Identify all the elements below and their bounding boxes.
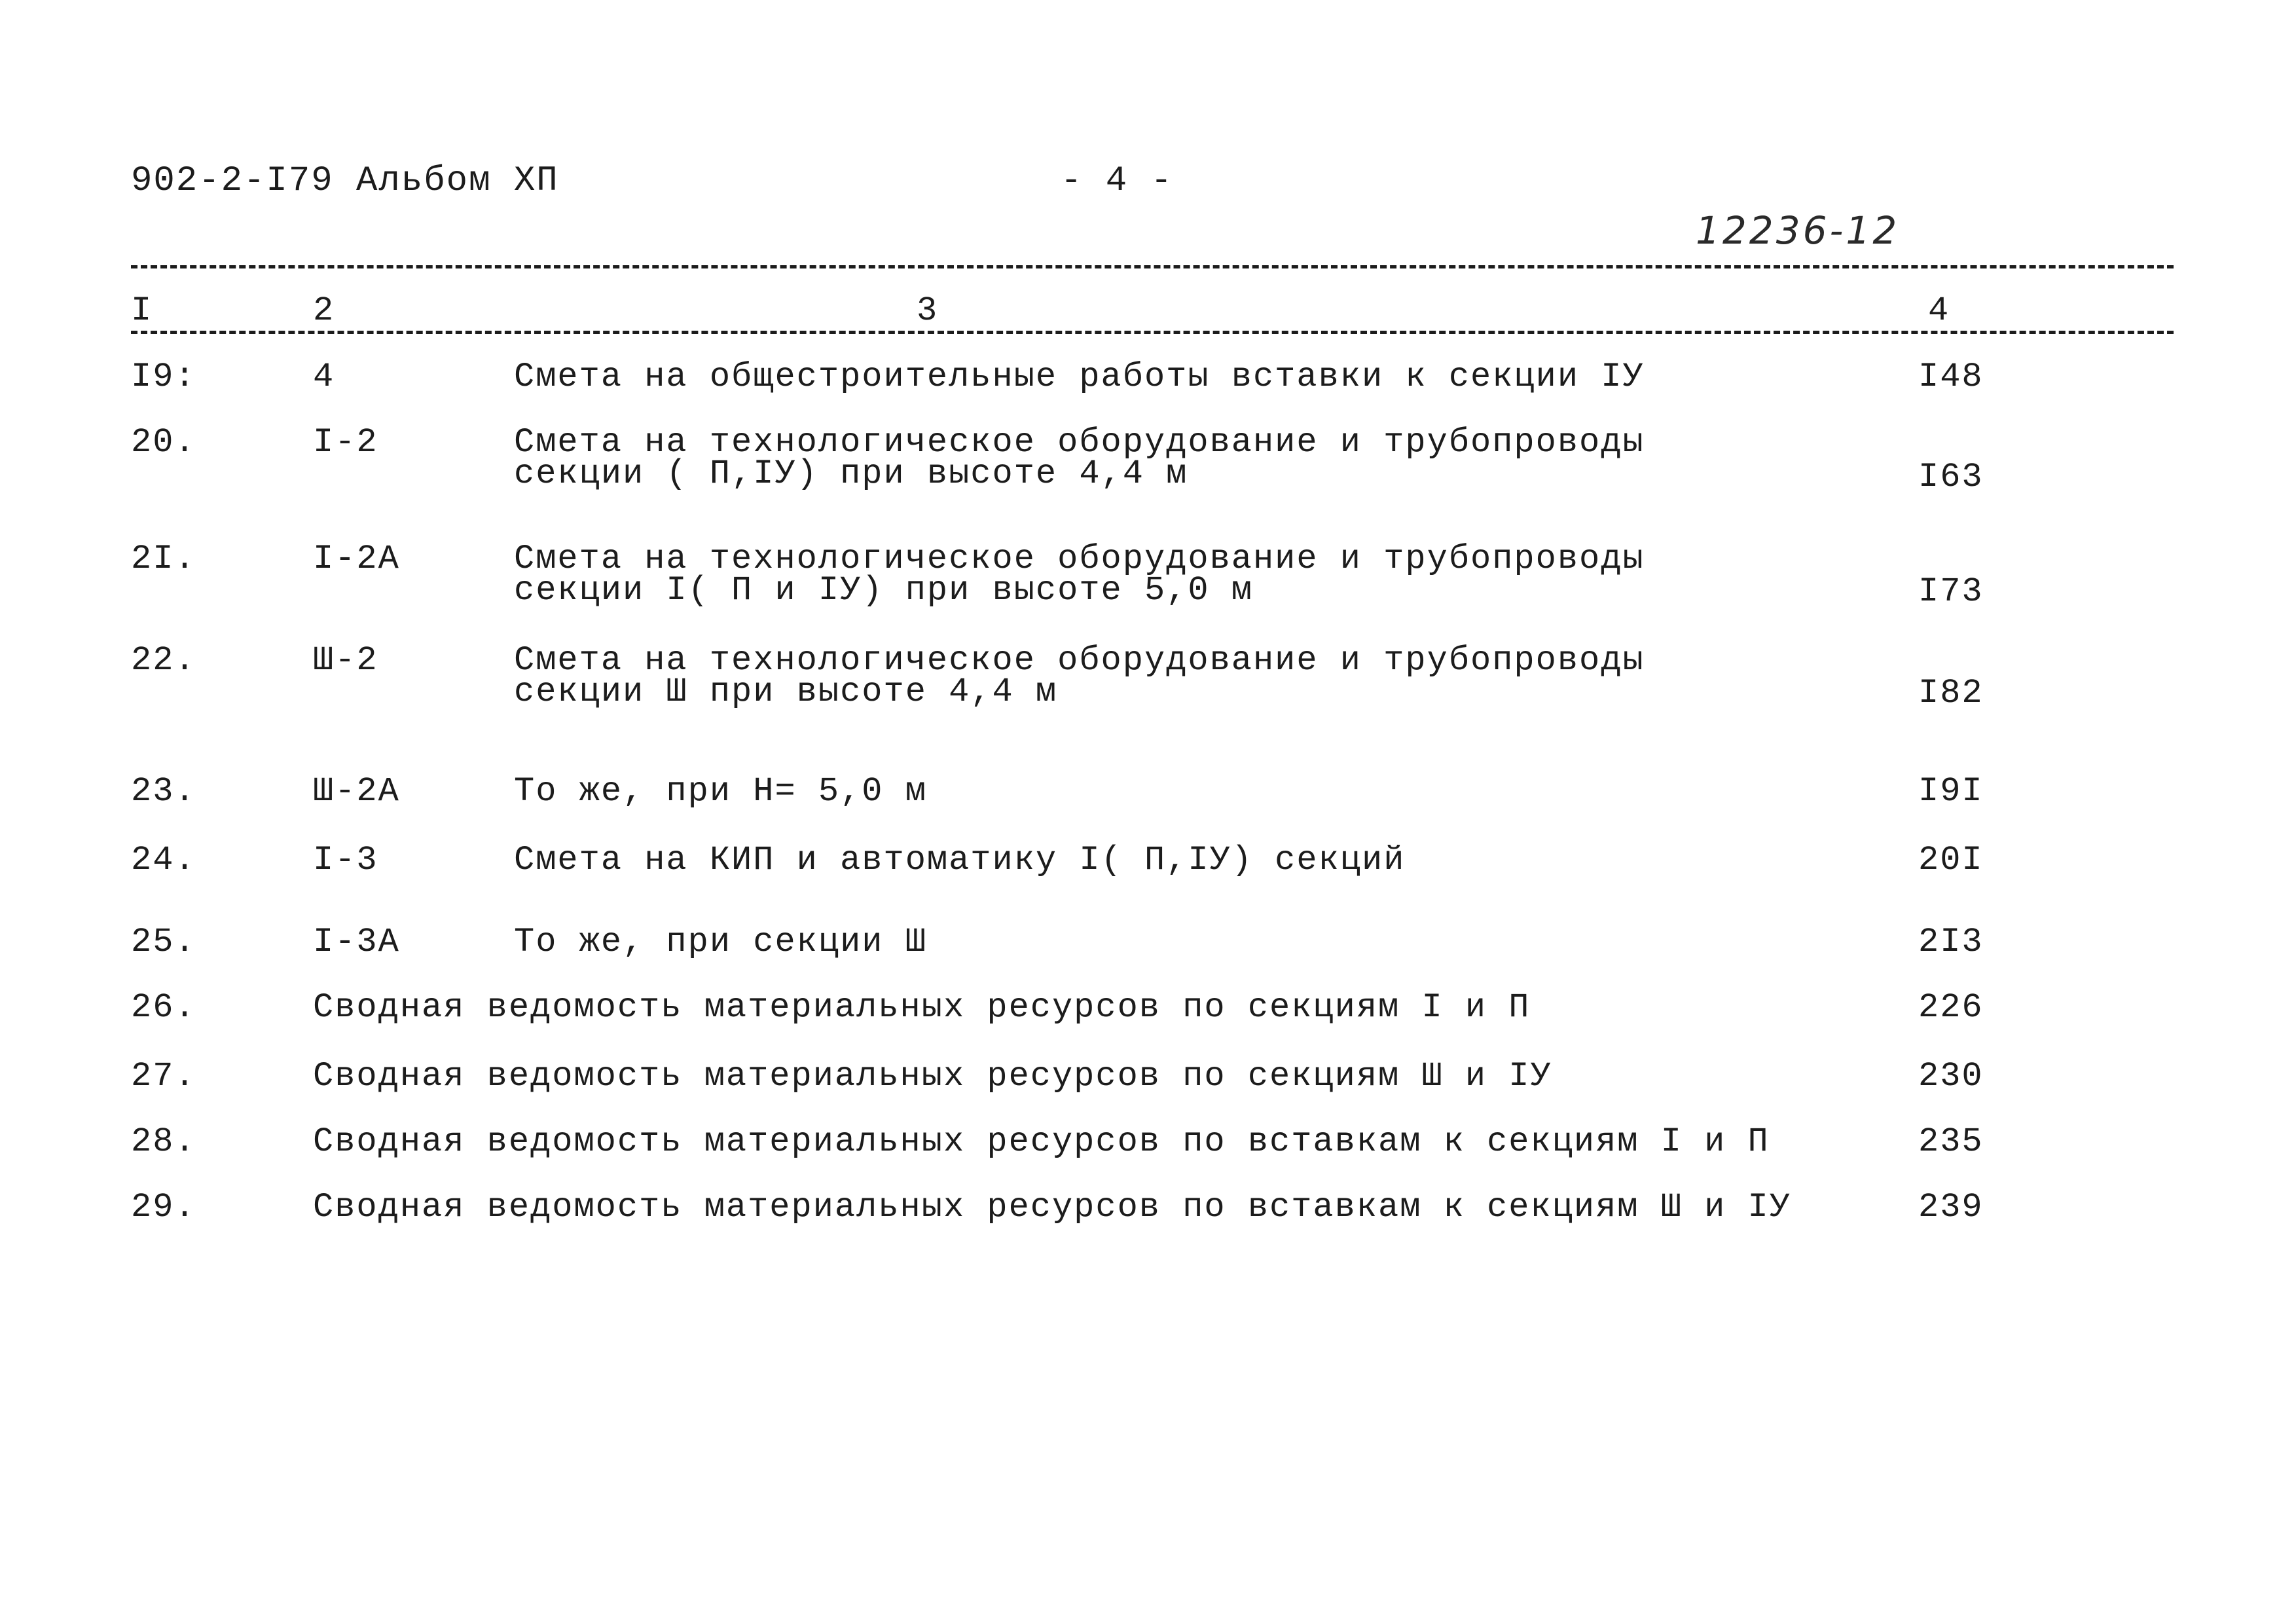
row-number: 24. bbox=[131, 841, 196, 879]
row-number: 23. bbox=[131, 772, 196, 811]
row-description-line: Смета на КИП и автоматику I( П,IУ) секций bbox=[514, 841, 1406, 879]
row-code: I-2 bbox=[313, 423, 378, 462]
row-description-line: секции Ш при высоте 4,4 м bbox=[514, 673, 1058, 711]
handwritten-stamp-number: 12236-12 bbox=[1696, 208, 1900, 253]
row-description-line: Смета на технологическое оборудование и трубопроводы bbox=[514, 540, 1645, 578]
row-number: I9: bbox=[131, 358, 196, 396]
row-page: 2I3 bbox=[1918, 923, 1984, 961]
row-code: I-2A bbox=[313, 540, 400, 578]
column-header-4: 4 bbox=[1928, 291, 1949, 330]
row-number: 22. bbox=[131, 641, 196, 680]
row-page: 20I bbox=[1918, 841, 1984, 879]
row-description-line: То же, при Н= 5,0 м bbox=[514, 772, 927, 811]
row-page: I63 bbox=[1918, 458, 1984, 496]
row-description-line: Сводная ведомость материальных ресурсов по секциям I и П bbox=[313, 988, 1531, 1027]
row-code: Ш-2А bbox=[313, 772, 400, 811]
row-code: I-3A bbox=[313, 923, 400, 961]
row-description-line: То же, при секции Ш bbox=[514, 923, 927, 961]
column-header-3: 3 bbox=[917, 291, 938, 330]
row-page: I9I bbox=[1918, 772, 1984, 811]
row-description-line: секции I( П и IУ) при высоте 5,0 м bbox=[514, 571, 1253, 610]
table-top-rule bbox=[131, 265, 2174, 268]
row-page: I48 bbox=[1918, 358, 1984, 396]
row-number: 26. bbox=[131, 988, 196, 1027]
row-page: I82 bbox=[1918, 674, 1984, 712]
row-page: 226 bbox=[1918, 988, 1984, 1027]
row-number: 29. bbox=[131, 1188, 196, 1227]
row-code: I-3 bbox=[313, 841, 378, 879]
row-description-line: Смета на технологическое оборудование и трубопроводы bbox=[514, 423, 1645, 462]
row-description-line: Сводная ведомость материальных ресурсов по вставкам к секциям Ш и IУ bbox=[313, 1188, 1791, 1227]
row-code: 4 bbox=[313, 358, 335, 396]
row-page: 235 bbox=[1918, 1122, 1984, 1161]
row-number: 28. bbox=[131, 1122, 196, 1161]
column-header-1: I bbox=[131, 291, 152, 330]
row-description-line: Смета на общестроительные работы вставки к секции IУ bbox=[514, 358, 1645, 396]
row-number: 20. bbox=[131, 423, 196, 462]
row-number: 27. bbox=[131, 1057, 196, 1096]
document-code: 902-2-I79 Альбом XП bbox=[131, 161, 559, 201]
row-number: 25. bbox=[131, 923, 196, 961]
row-page: 230 bbox=[1918, 1057, 1984, 1096]
column-header-rule bbox=[131, 331, 2174, 334]
row-description-line: Смета на технологическое оборудование и трубопроводы bbox=[514, 641, 1645, 680]
column-header-2: 2 bbox=[313, 291, 334, 330]
row-page: I73 bbox=[1918, 572, 1984, 611]
row-code: Ш-2 bbox=[313, 641, 378, 680]
row-page: 239 bbox=[1918, 1188, 1984, 1227]
page-number: - 4 - bbox=[1061, 161, 1174, 201]
row-description-line: секции ( П,IУ) при высоте 4,4 м bbox=[514, 454, 1188, 493]
row-description-line: Сводная ведомость материальных ресурсов по секциям Ш и IУ bbox=[313, 1057, 1552, 1096]
row-description-line: Сводная ведомость материальных ресурсов по вставкам к секциям I и П bbox=[313, 1122, 1770, 1161]
row-number: 2I. bbox=[131, 540, 196, 578]
